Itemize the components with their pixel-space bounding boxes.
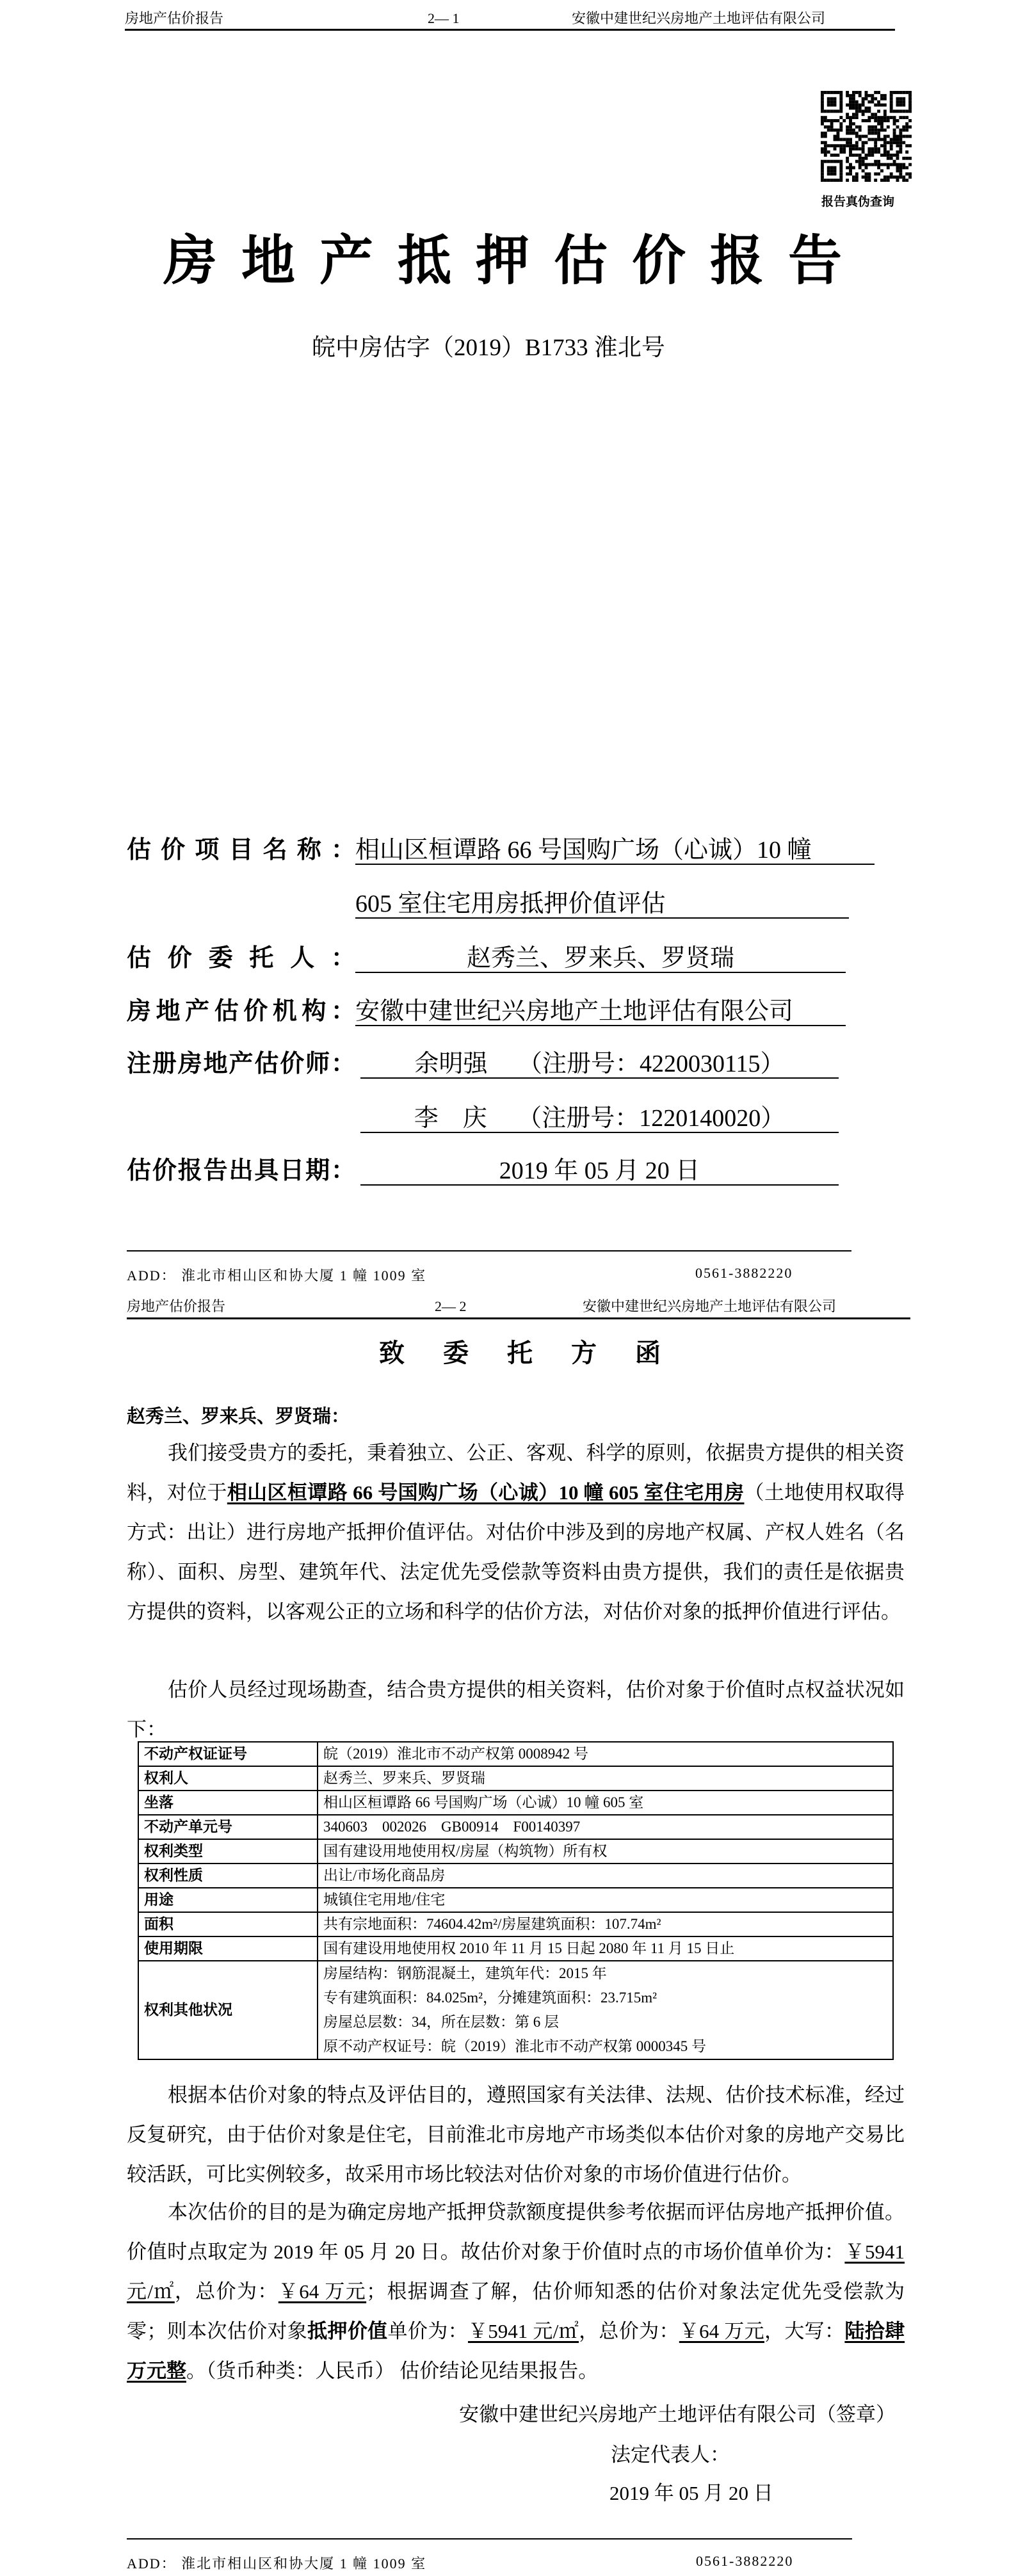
row-value: 城镇住宅用地/住宅 (318, 1888, 893, 1912)
header-company: 安徽中建世纪兴房地产土地评估有限公司 (572, 10, 826, 26)
field-value: 赵秀兰、罗来兵、罗贤瑞 (355, 944, 846, 973)
row-value: 出让/市场化商品房 (318, 1864, 893, 1888)
report-number: 皖中房估字（2019）B1733 淮北号 (312, 335, 665, 361)
field-value: 李 庆 （注册号：1220140020） (360, 1104, 839, 1133)
row-label: 不动产权证证号 (138, 1742, 318, 1766)
report-title: 房地产抵押估价报告 (163, 232, 867, 291)
signature-legal-rep: 法定代表人： (611, 2443, 730, 2466)
letter-paragraph-3: 根据本估价对象的特点及评估目的，遵照国家有关法律、法规、估价技术标准，经过反复研究，由于估价对象是住宅，目前淮北市房地产市场类似本估价对象的房地产交易比较活跃，可比实例较多，故采用市场比较法对估价对象的市场价值进行估价。 (127, 2084, 905, 2186)
row-value: 国有建设用地使用权 2010 年 11 月 15 日起 2080 年 11 月 15 日止 (318, 1936, 893, 1961)
table-row (138, 1742, 893, 1766)
letter-paragraph-2: 估价人员经过现场勘查，结合贵方提供的相关资料，估价对象于价值时点权益状况如下： (127, 1678, 905, 1741)
letter-title: 致委托方函 (379, 1339, 699, 1367)
row-value-line: 房屋结构：钢筋混凝土，建筑年代：2015 年 (323, 1965, 607, 1981)
mortgage-value-label: 抵押价值 (307, 2320, 388, 2342)
market-unit-price: ￥5941 元/㎡ (127, 2241, 905, 2303)
letter-paragraph-1 (127, 1433, 905, 1632)
row-label: 坐落 (138, 1791, 318, 1815)
row-value-line: 原不动产权证号：皖（2019）淮北市不动产权第 0000345 号 (323, 2038, 706, 2054)
field-label: 估价委托人： (127, 945, 355, 972)
field-label: 注册房地产估价师： (127, 1051, 355, 1077)
footer-address: ADD： 淮北市相山区和协大厦 1 幢 1009 室 (127, 2556, 427, 2572)
row-value-line: 房屋总层数：34，所在层数：第 6 层 (323, 2014, 559, 2030)
footer-rule (127, 2538, 852, 2540)
market-total-price: ￥64 万元 (278, 2280, 367, 2303)
text: 我们接受贵方的委托，秉着独立、公正、客观、科学的原则，依据贵方提供的相关资料，对位于 (127, 1442, 905, 1504)
row-value (318, 1961, 893, 2059)
row-label: 使用期限 (138, 1936, 318, 1961)
letter-paragraph-4 (127, 2193, 905, 2391)
row-label: 不动产单元号 (138, 1815, 318, 1839)
table-row (138, 1961, 893, 2059)
row-value-line: 专有建筑面积：84.025m²，分摊建筑面积：23.715m² (323, 1990, 657, 2006)
text: 。（货币种类：人民币） 估价结论见结果报告。 (186, 2360, 599, 2382)
row-label: 权利类型 (138, 1839, 318, 1864)
header-title: 房地产估价报告 (125, 10, 224, 26)
signature-company: 安徽中建世纪兴房地产土地评估有限公司（签章） (459, 2403, 896, 2426)
header-company: 安徽中建世纪兴房地产土地评估有限公司 (583, 1298, 837, 1314)
text: ；根据调查了解，估价师知悉的估价对象法定优先受偿款为零；则本次估价对象 (127, 2280, 905, 2342)
property-address: 相山区桓谭路 66 号国购广场（心诚）10 幢 605 室住宅用房 (227, 1481, 745, 1504)
header-rule (125, 29, 895, 31)
table-row (138, 1936, 893, 1961)
table-row (138, 1888, 893, 1912)
text: ，总价为： (174, 2280, 278, 2303)
header-page-number: 2— 1 (428, 10, 460, 26)
footer-phone: 0561-3882220 (695, 1265, 793, 1281)
row-label: 权利其他状况 (138, 1961, 318, 2059)
row-value: 国有建设用地使用权/房屋（构筑物）所有权 (318, 1839, 893, 1864)
field-value: 605 室住宅用房抵押价值评估 (355, 889, 849, 919)
row-value: 赵秀兰、罗来兵、罗贤瑞 (318, 1766, 893, 1791)
field-label: 估价项目名称： (127, 837, 355, 864)
text: 单价为： (387, 2320, 468, 2342)
signature-date: 2019 年 05 月 20 日 (609, 2482, 773, 2504)
table-row (138, 1766, 893, 1791)
text: ，大写： (764, 2320, 845, 2342)
footer-address: ADD： 淮北市相山区和协大厦 1 幢 1009 室 (127, 1268, 427, 1284)
table-row (138, 1912, 893, 1936)
row-value: 相山区桓谭路 66 号国购广场（心诚）10 幢 605 室 (318, 1791, 893, 1815)
mortgage-unit-price: ￥5941 元/㎡ (467, 2320, 579, 2342)
header-rule (127, 1317, 910, 1319)
qr-code (821, 91, 912, 182)
field-value: 余明强 （注册号：4220030115） (360, 1049, 839, 1079)
header-page-number: 2— 2 (435, 1298, 467, 1314)
qr-caption: 报告真伪查询 (821, 195, 895, 209)
text: （土地使用权取得方式：出让）进行房地产抵押价值评估。对估价中涉及到的房地产权属、产权人姓名（名称）、面积、房型、建筑年代、法定优先受偿款等资料由贵方提供，我们的责任是依据贵方提供的资料，以客观公正的立场和科学的估价方法，对估价对象的抵押价值进行评估。 (127, 1481, 905, 1623)
property-rights-table (138, 1741, 894, 2060)
mortgage-total-price: ￥64 万元 (679, 2320, 764, 2342)
field-label: 估价报告出具日期： (127, 1157, 355, 1184)
total-in-words: 陆拾肆万元整 (127, 2320, 905, 2382)
row-value: 共有宗地面积：74604.42m²/房屋建筑面积：107.74m² (318, 1912, 893, 1936)
field-value: 2019 年 05 月 20 日 (360, 1156, 839, 1186)
text: 本次估价的目的是为确定房地产抵押贷款额度提供参考依据而评估房地产抵押价值。价值时点取定为 2019 年 05 月 20 日。故估价对象于价值时点的市场价值单价为： (127, 2201, 905, 2263)
letter-salutation: 赵秀兰、罗来兵、罗贤瑞： (127, 1406, 350, 1427)
row-label: 权利性质 (138, 1864, 318, 1888)
text: ，总价为： (579, 2320, 679, 2342)
row-value: 皖（2019）淮北市不动产权第 0008942 号 (318, 1742, 893, 1766)
table-row (138, 1864, 893, 1888)
header-title: 房地产估价报告 (127, 1298, 226, 1314)
row-value: 340603 002026 GB00914 F00140397 (318, 1815, 893, 1839)
table-row (138, 1791, 893, 1815)
row-label: 面积 (138, 1912, 318, 1936)
field-label: 房地产估价机构： (127, 998, 355, 1025)
table-row (138, 1839, 893, 1864)
field-value: 相山区桓谭路 66 号国购广场（心诚）10 幢 (355, 835, 875, 865)
footer-rule (127, 1250, 851, 1252)
field-value: 安徽中建世纪兴房地产土地评估有限公司 (355, 997, 846, 1026)
row-label: 权利人 (138, 1766, 318, 1791)
row-label: 用途 (138, 1888, 318, 1912)
table-row (138, 1815, 893, 1839)
footer-phone: 0561-3882220 (696, 2553, 794, 2569)
